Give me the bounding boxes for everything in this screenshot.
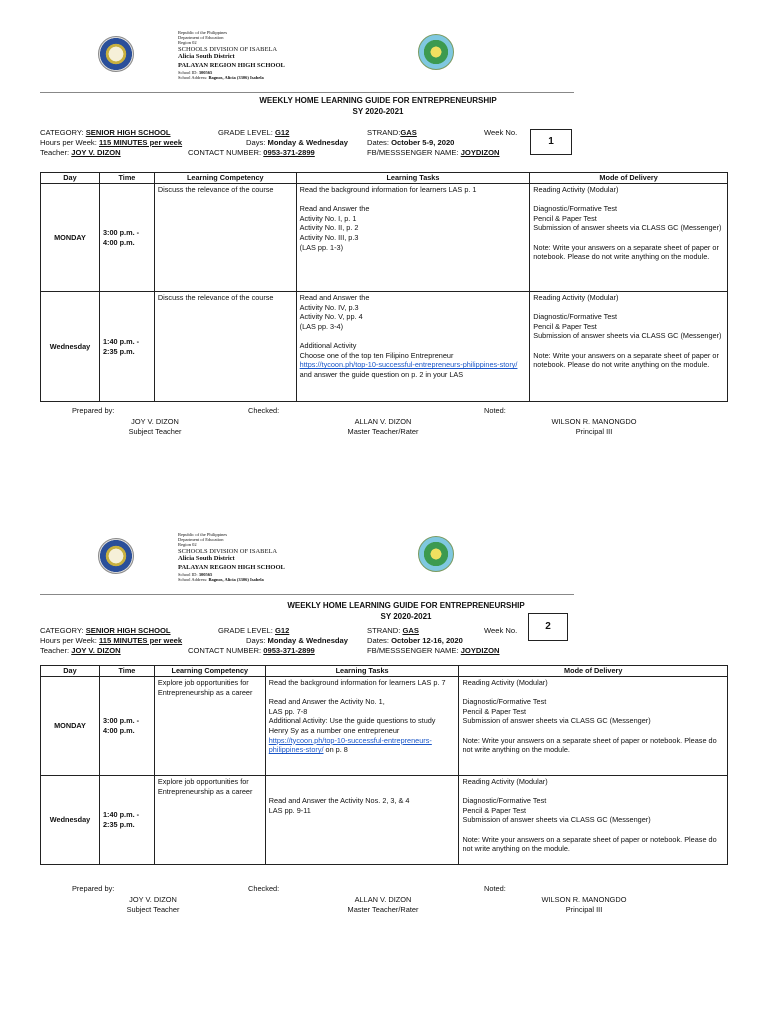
- republic-line: Republic of the Philippines: [178, 532, 228, 537]
- table-row: [41, 292, 728, 402]
- checked-signatory: ALLAN V. DIZON Master Teacher/Rater: [347, 417, 419, 436]
- noted-signatory: WILSON R. MANONGDO Principal III: [541, 895, 627, 914]
- region-line: Region 02: [178, 40, 197, 46]
- hours-field: Hours per Week: 115 MINUTES per week: [40, 138, 183, 147]
- school-address-label: School Address:: [178, 577, 208, 583]
- days-field: Days: Monday & Wednesday: [246, 636, 349, 645]
- day-cell: Wednesday: [41, 292, 100, 402]
- guide-title-text: WEEKLY HOME LEARNING GUIDE FOR ENTREPRENEURSHIP: [259, 96, 497, 105]
- week-number-box: 2: [528, 613, 568, 641]
- category-field: CATEGORY: SENIOR HIGH SCHOOL: [40, 626, 171, 635]
- competency-cell: Explore job opportunities for Entrepreneurship as a career: [154, 776, 265, 865]
- col-time: Time: [99, 173, 154, 184]
- school-address-label: School Address:: [178, 75, 208, 81]
- division-line: SCHOOLS DIVISION OF ISABELA: [178, 45, 278, 53]
- schedule-table: [40, 665, 728, 865]
- checked-label: Checked:: [248, 884, 280, 893]
- checked-label: Checked:: [248, 406, 280, 415]
- entrepreneurs-link[interactable]: https://tycoon.ph/top-10-successful-entrepreneurs-philippines-story/: [299, 360, 518, 370]
- delivery-cell: Reading Activity (Modular) Diagnostic/Formative Test Pencil & Paper Test Submission of answer sheets via CLASS GC (Messenger) Note: Write your answers on a separate sheet of paper or notebook. Please do not write anything on the module.: [530, 184, 728, 292]
- letterhead-text: [178, 30, 285, 80]
- col-delivery: Mode of Delivery: [459, 666, 728, 677]
- col-delivery: Mode of Delivery: [530, 173, 728, 184]
- school-id: 300565: [198, 571, 213, 577]
- school-name: PALAYAN REGION HIGH SCHOOL: [178, 62, 285, 70]
- schedule-table: [40, 172, 728, 402]
- col-tasks: Learning Tasks: [296, 173, 530, 184]
- noted-signatory: WILSON R. MANONGDO Principal III: [551, 417, 637, 436]
- district-line: Alicia South District: [178, 554, 235, 562]
- day-cell: MONDAY: [41, 184, 100, 292]
- school-address: Bagnos, Alicia (3306) Isabela: [208, 577, 264, 583]
- strand-field: STRAND: GAS: [367, 626, 419, 635]
- district-line: Alicia South District: [178, 52, 235, 60]
- col-tasks: Learning Tasks: [265, 666, 459, 677]
- noted-label: Noted:: [484, 406, 506, 415]
- week-number-box: 1: [530, 129, 572, 155]
- guide-title-text: WEEKLY HOME LEARNING GUIDE FOR ENTREPRENEURSHIP: [287, 601, 525, 610]
- prepared-label: Prepared by:: [72, 406, 115, 415]
- competency-cell: Discuss the relevance of the course: [154, 292, 296, 402]
- contact-field: CONTACT NUMBER: 0953-371-2899: [188, 646, 315, 655]
- col-competency: Learning Competency: [154, 173, 296, 184]
- dates-field: Dates: October 12-16, 2020: [367, 636, 463, 645]
- day-cell: Wednesday: [41, 776, 100, 865]
- school-id: 300565: [198, 69, 213, 75]
- delivery-cell: Reading Activity (Modular) Diagnostic/Formative Test Pencil & Paper Test Submission of answer sheets via CLASS GC (Messenger) Note: Write your answers on a separate sheet of paper or notebook. Please do not write anything on the module.: [459, 677, 728, 776]
- fb-field: FB/MESSSENGER NAME: JOYDIZON: [367, 646, 500, 655]
- school-year: SY 2020-2021: [380, 612, 432, 621]
- prepared-label: Prepared by:: [72, 884, 115, 893]
- department-line: Department of Education: [178, 35, 224, 41]
- col-time: Time: [99, 666, 154, 677]
- competency-cell: Explore job opportunities for Entrepreneurship as a career: [154, 677, 265, 776]
- letterhead-text: [178, 532, 285, 582]
- day-cell: MONDAY: [41, 677, 100, 776]
- school-seal-icon: [418, 536, 454, 572]
- days-field: Days: Monday & Wednesday: [246, 138, 349, 147]
- header-divider: [40, 92, 574, 93]
- contact-field: CONTACT NUMBER: 0953-371-2899: [188, 148, 315, 157]
- henry-sy-link[interactable]: https://tycoon.ph/top-10-successful-entrepreneurs-philippines-story/: [268, 735, 432, 755]
- school-letterhead: [0, 530, 768, 596]
- delivery-cell: Reading Activity (Modular) Diagnostic/Formative Test Pencil & Paper Test Submission of answer sheets via CLASS GC (Messenger) Note: Write your answers on a separate sheet of paper or notebook. Please do not write anything on the module.: [530, 292, 728, 402]
- grade-field: GRADE LEVEL: G12: [218, 626, 290, 635]
- strand-field: STRAND:GAS: [367, 128, 417, 137]
- school-address: Bagnos, Alicia (3306) Isabela: [208, 75, 264, 81]
- header-divider: [40, 594, 574, 595]
- dates-field: Dates: October 5-9, 2020: [367, 138, 455, 147]
- prepared-signatory: JOY V. DIZON Subject Teacher: [128, 417, 182, 436]
- delivery-cell: Reading Activity (Modular) Diagnostic/Formative Test Pencil & Paper Test Submission of answer sheets via CLASS GC (Messenger) Note: Write your answers on a separate sheet of paper or notebook. Please do not write anything on the module.: [459, 776, 728, 865]
- teacher-field: Teacher: JOY V. DIZON: [40, 148, 121, 157]
- hours-field: Hours per Week: 115 MINUTES per week: [40, 636, 183, 645]
- col-day: Day: [41, 173, 100, 184]
- grade-field: GRADE LEVEL: G12: [218, 128, 290, 137]
- time-cell: 3:00 p.m. - 4:00 p.m.: [99, 184, 154, 292]
- noted-label: Noted:: [484, 884, 506, 893]
- school-seal-icon: [418, 34, 454, 70]
- department-line: Department of Education: [178, 537, 224, 543]
- col-day: Day: [41, 666, 100, 677]
- teacher-field: Teacher: JOY V. DIZON: [40, 646, 121, 655]
- guide-title: [0, 95, 762, 117]
- week-label: Week No.: [484, 626, 518, 635]
- time-cell: 1:40 p.m. - 2:35 p.m.: [99, 292, 154, 402]
- division-line: SCHOOLS DIVISION OF ISABELA: [178, 547, 278, 555]
- table-header-row: [41, 173, 728, 184]
- republic-line: Republic of the Philippines: [178, 30, 228, 35]
- category-field: CATEGORY: SENIOR HIGH SCHOOL: [40, 128, 171, 137]
- region-line: Region 02: [178, 542, 197, 548]
- tasks-cell: Read the background information for learners LAS p. 1 Read and Answer the Activity No. I, p. 1 Activity No. II, p. 2 Activity No. III, p.3 (LAS pp. 1-3): [296, 184, 530, 292]
- school-letterhead: [0, 28, 768, 94]
- week-label: Week No.: [484, 128, 518, 137]
- time-cell: 3:00 p.m. - 4:00 p.m.: [99, 677, 154, 776]
- tasks-cell: Read the background information for learners LAS p. 7 Read and Answer the Activity No. 1, LAS pp. 7-8 Additional Activity: Use the guide questions to study Henry Sy as a number one entrepreneur https://tycoon.ph/top-10-successful-entrepreneurs-philippines-story/ on p. 8: [265, 677, 459, 776]
- table-row: [41, 184, 728, 292]
- school-year: SY 2020-2021: [352, 107, 404, 116]
- col-competency: Learning Competency: [154, 666, 265, 677]
- tasks-cell: Read and Answer the Activity Nos. 2, 3, & 4 LAS pp. 9-11: [265, 776, 459, 865]
- table-header-row: [41, 666, 728, 677]
- deped-seal-icon: [98, 36, 134, 72]
- school-id-label: School ID:: [178, 571, 198, 577]
- guide-title: [22, 600, 768, 622]
- tasks-cell: Read and Answer the Activity No. IV, p.3 Activity No. V, pp. 4 (LAS pp. 3-4) Additional Activity Choose one of the top ten Filipino Entrepreneur https://tycoon.ph/top-10-successful-entrepreneurs-philippines-story/ and answer the guide question on p. 2 in your LAS: [296, 292, 530, 402]
- time-cell: 1:40 p.m. - 2:35 p.m.: [99, 776, 154, 865]
- prepared-signatory: JOY V. DIZON Subject Teacher: [126, 895, 180, 914]
- deped-seal-icon: [98, 538, 134, 574]
- school-id-label: School ID:: [178, 69, 198, 75]
- table-row: [41, 776, 728, 865]
- school-name: PALAYAN REGION HIGH SCHOOL: [178, 564, 285, 572]
- table-row: [41, 677, 728, 776]
- checked-signatory: ALLAN V. DIZON Master Teacher/Rater: [347, 895, 419, 914]
- competency-cell: Discuss the relevance of the course: [154, 184, 296, 292]
- fb-field: FB/MESSSENGER NAME: JOYDIZON: [367, 148, 500, 157]
